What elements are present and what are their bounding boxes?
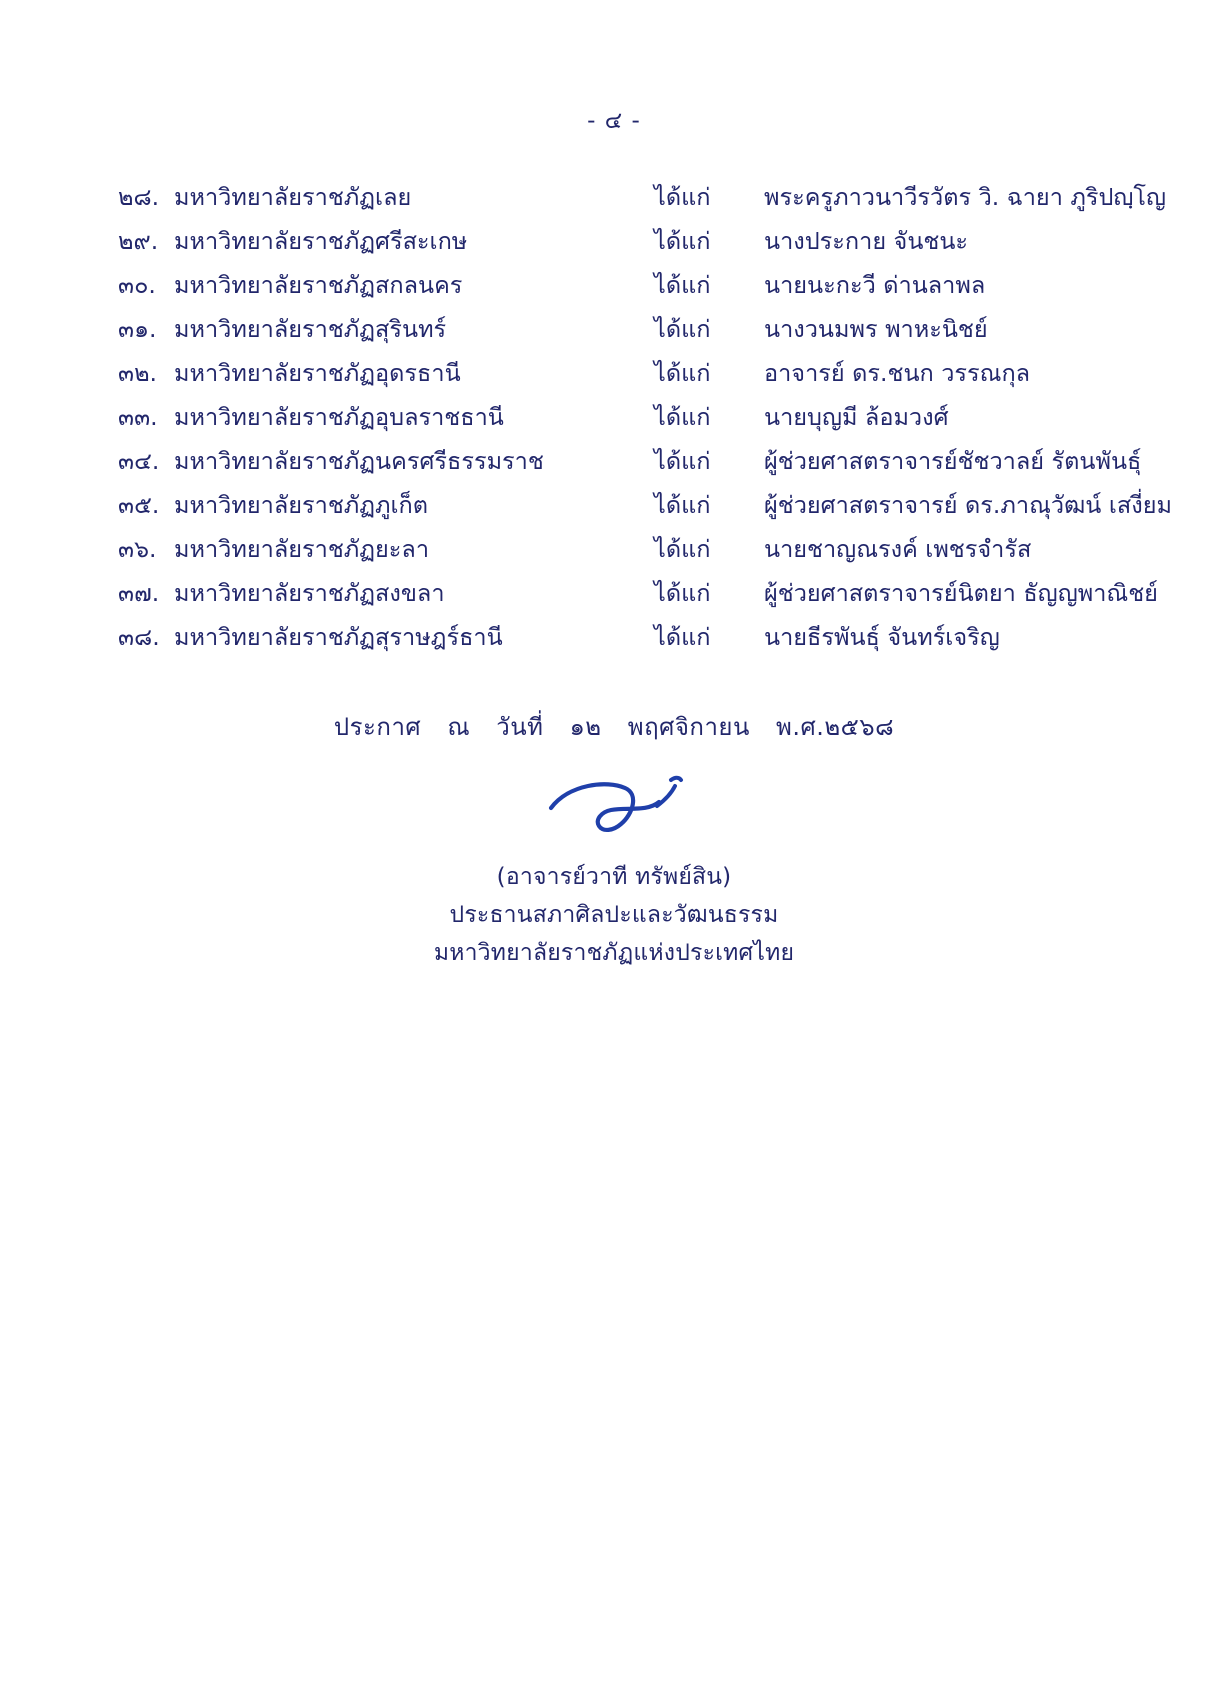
list-item	[118, 619, 1118, 663]
list-item-connector: ได้แก่	[654, 271, 711, 299]
signer-position: ประธานสภาศิลปะและวัฒนธรรม	[449, 902, 779, 928]
list-item-number: ๓๓.	[118, 403, 158, 431]
list-item-number: ๓๖.	[118, 535, 157, 563]
list-item	[118, 355, 1118, 399]
list-item-connector: ได้แก่	[654, 227, 711, 255]
list-item-person: อาจารย์ ดร.ชนก วรรณกุล	[764, 359, 1031, 387]
list-item-number: ๓๐.	[118, 271, 156, 299]
list-item-university: มหาวิทยาลัยราชภัฏเลย	[174, 183, 412, 211]
signature-area	[0, 772, 1228, 858]
list-item-connector: ได้แก่	[654, 623, 711, 651]
list-item	[118, 267, 1118, 311]
list-item	[118, 399, 1118, 443]
page-number: - ๔ -	[587, 108, 641, 134]
list-item-number: ๓๒.	[118, 359, 158, 387]
list-item-person: พระครูภาวนาวีรวัตร วิ. ฉายา ภูริปญฺโญ	[764, 183, 1167, 211]
list-item-number: ๓๔.	[118, 447, 160, 475]
list-item-university: มหาวิทยาลัยราชภัฏศรีสะเกษ	[174, 227, 468, 255]
signer-block	[0, 858, 1228, 972]
announcement-date-word: วันที่	[496, 713, 544, 741]
announcement-at-word: ณ	[447, 713, 471, 741]
list-item-person: ผู้ช่วยศาสตราจารย์ ดร.ภาณุวัฒน์ เสงี่ยม	[764, 491, 1172, 519]
list-item-number: ๓๑.	[118, 315, 157, 343]
announcement-date-line	[0, 707, 1228, 746]
list-item-number: ๓๕.	[118, 491, 160, 519]
announcement-word: ประกาศ	[333, 713, 422, 741]
list-item-university: มหาวิทยาลัยราชภัฏสงขลา	[174, 579, 445, 607]
list-item	[118, 487, 1172, 531]
list-item	[118, 443, 1142, 487]
list-item-connector: ได้แก่	[654, 403, 711, 431]
list-item-connector: ได้แก่	[654, 315, 711, 343]
announcement-month: พฤศจิกายน	[627, 713, 750, 741]
list-item-connector: ได้แก่	[654, 447, 711, 475]
list-item-university: มหาวิทยาลัยราชภัฏนครศรีธรรมราช	[174, 447, 544, 475]
list-item-person: ผู้ช่วยศาสตราจารย์ชัชวาลย์ รัตนพันธุ์	[764, 447, 1142, 475]
list-item-number: ๒๙.	[118, 227, 159, 255]
list-item	[118, 575, 1158, 619]
university-representative-list	[0, 179, 1228, 663]
list-item	[118, 179, 1167, 223]
announcement-year: พ.ศ.๒๕๖๘	[776, 713, 895, 741]
list-item-person: นายชาญณรงค์ เพชรจำรัส	[764, 535, 1032, 563]
list-item	[118, 311, 1118, 355]
document-page	[0, 110, 1228, 1698]
list-item-connector: ได้แก่	[654, 183, 711, 211]
list-item-university: มหาวิทยาลัยราชภัฏสกลนคร	[174, 271, 463, 299]
list-item-university: มหาวิทยาลัยราชภัฏยะลา	[174, 535, 430, 563]
list-item-number: ๓๘.	[118, 623, 160, 651]
list-item-university: มหาวิทยาลัยราชภัฏภูเก็ต	[174, 491, 429, 519]
list-item-person: นายธีรพันธุ์ จันทร์เจริญ	[764, 623, 1000, 651]
list-item-number: ๓๗.	[118, 579, 160, 607]
list-item-person: นายนะกะวี ด่านลาพล	[764, 271, 986, 299]
list-item-connector: ได้แก่	[654, 491, 711, 519]
list-item-connector: ได้แก่	[654, 535, 711, 563]
list-item-university: มหาวิทยาลัยราชภัฏอุดรธานี	[174, 359, 461, 387]
list-item-university: มหาวิทยาลัยราชภัฏสุรินทร์	[174, 315, 447, 343]
list-item-connector: ได้แก่	[654, 359, 711, 387]
list-item-person: ผู้ช่วยศาสตราจารย์นิตยา ธัญญพาณิชย์	[764, 579, 1158, 607]
list-item-person: นางประกาย จันชนะ	[764, 227, 969, 255]
list-item-person: นายบุญมี ล้อมวงศ์	[764, 403, 949, 431]
signer-name: (อาจารย์วาที ทรัพย์สิน)	[496, 864, 732, 890]
list-item-person: นางวนมพร พาหะนิชย์	[764, 315, 988, 343]
list-item-number: ๒๘.	[118, 183, 160, 211]
announcement-day: ๑๒	[569, 713, 602, 741]
list-item-connector: ได้แก่	[654, 579, 711, 607]
handwritten-signature-icon	[529, 772, 699, 852]
list-item	[118, 223, 1118, 267]
list-item-university: มหาวิทยาลัยราชภัฏสุราษฎร์ธานี	[174, 623, 503, 651]
list-item	[118, 531, 1118, 575]
list-item-university: มหาวิทยาลัยราชภัฏอุบลราชธานี	[174, 403, 504, 431]
signer-organization: มหาวิทยาลัยราชภัฏแห่งประเทศไทย	[433, 940, 795, 966]
